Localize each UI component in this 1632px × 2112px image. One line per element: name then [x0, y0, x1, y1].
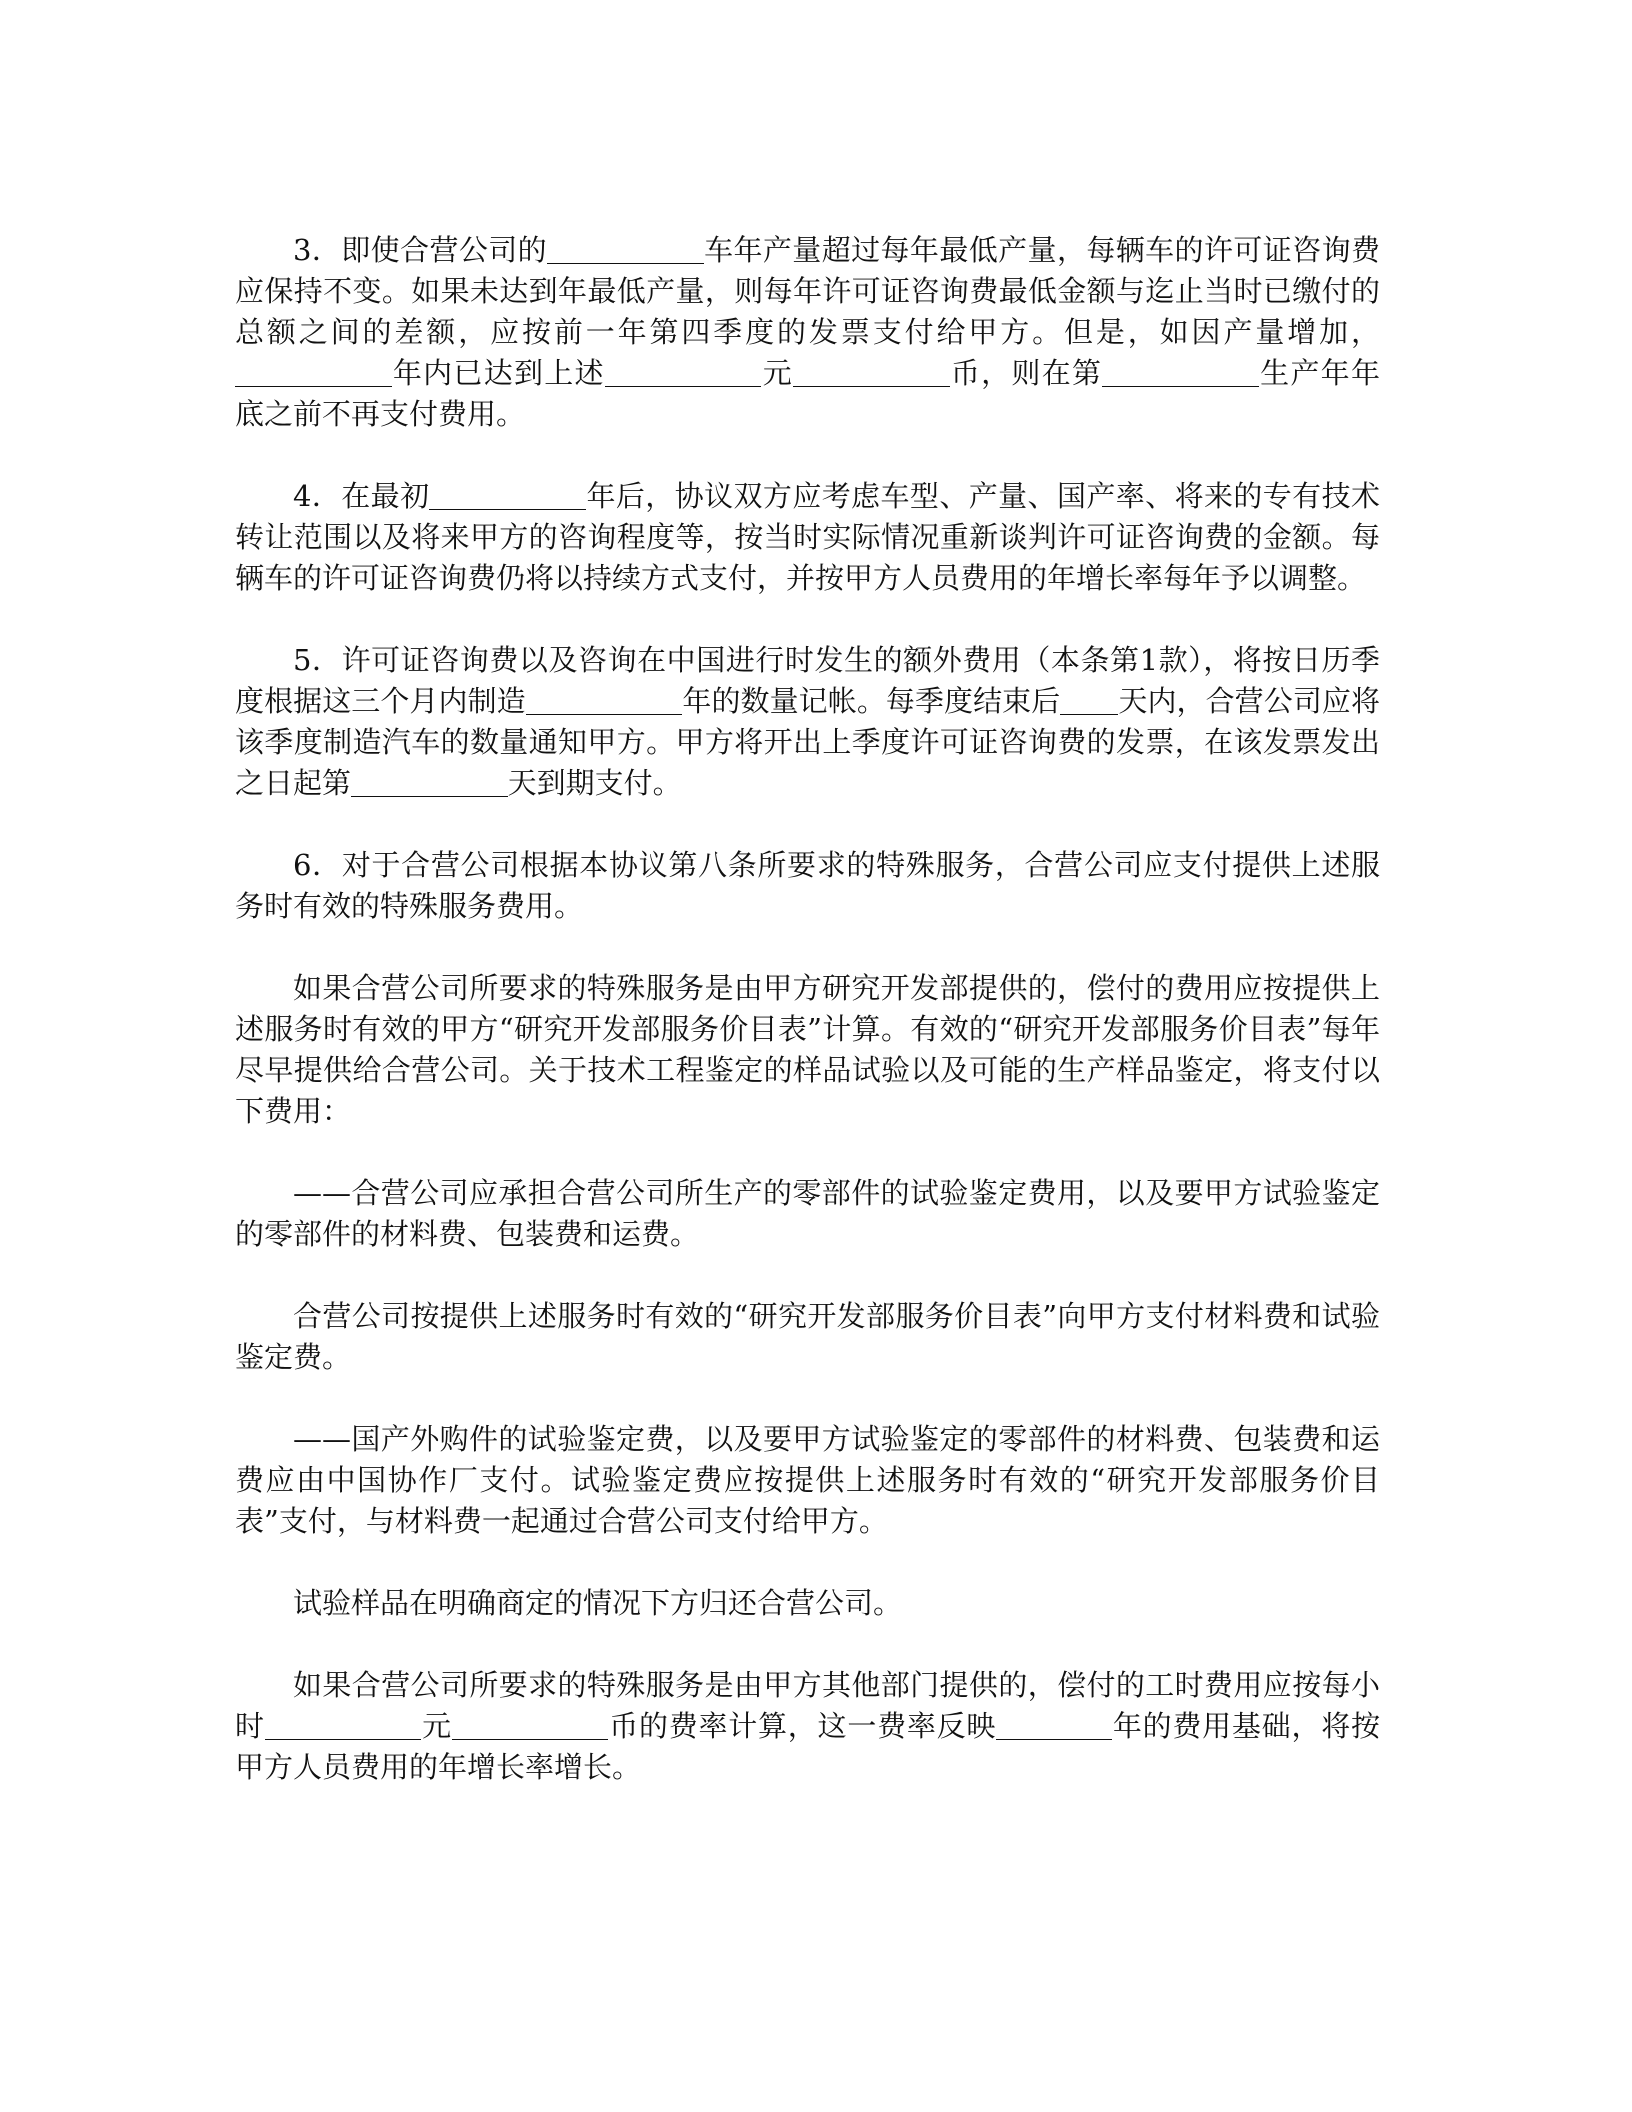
paragraph-text: 元 [421, 1709, 452, 1743]
fill-in-blank [547, 233, 704, 264]
paragraph-text: 币，则在第 [949, 356, 1103, 390]
fill-in-blank [265, 1709, 422, 1740]
paragraph-text: 6．对于合营公司根据本协议第八条所要求的特殊服务，合营公司应支付提供上述服务时有效的特殊服务费用。 [235, 848, 1380, 923]
fill-in-blank [452, 1709, 609, 1740]
fill-in-blank [351, 766, 508, 797]
paragraph-text: 5．许可证咨询费以及咨询在中国进行时发生的额外费用（本条第1款），将按日历季度根据这三个月内制造 [235, 643, 1380, 718]
paragraph-text: ——国产外购件的试验鉴定费，以及要甲方试验鉴定的零部件的材料费、包装费和运费应由中国协作厂支付。试验鉴定费应按提供上述服务时有效的“研究开发部服务价目表”支付，与材料费一起通过合营公司支付给甲方。 [235, 1422, 1380, 1538]
paragraph-p11 [235, 1583, 1380, 1624]
paragraph-text: 天到期支付。 [507, 766, 682, 800]
paragraph-text: 年的数量记帐。每季度结束后 [682, 684, 1061, 718]
fill-in-blank [605, 356, 762, 387]
paragraph-text: 年后，协议双方应考虑车型、产量、国产率、将来的专有技术转让范围以及将来甲方的咨询程度等，按当时实际情况重新谈判许可证咨询费的金额。每辆车的许可证咨询费仍将以持续方式支付，并按甲方人员费用的年增长率每年予以调整。 [235, 479, 1380, 595]
fill-in-blank [793, 356, 950, 387]
fill-in-blank [235, 356, 392, 387]
paragraph-text: 3．即使合营公司的 [293, 233, 548, 267]
paragraph-text: 如果合营公司所要求的特殊服务是由甲方其他部门提供的，偿付的工时费用应按每小时 [235, 1668, 1380, 1743]
paragraph-p3 [235, 230, 1380, 435]
paragraph-p8 [235, 1173, 1380, 1255]
paragraph-text: 天内，合营公司应将该季度制造汽车的数量通知甲方。甲方将开出上季度许可证咨询费的发票，在该发票发出之日起第 [235, 684, 1380, 800]
paragraph-text: 年的费用基础，将按甲方人员费用的年增长率增长。 [235, 1709, 1380, 1784]
paragraph-text: ——合营公司应承担合营公司所生产的零部件的试验鉴定费用，以及要甲方试验鉴定的零部件的材料费、包装费和运费。 [235, 1176, 1380, 1251]
paragraph-text: 车年产量超过每年最低产量，每辆车的许可证咨询费应保持不变。如果未达到年最低产量，则每年许可证咨询费最低金额与迄止当时已缴付的总额之间的差额，应按前一年第四季度的发票支付给甲方。但是，如因产量增加， [235, 233, 1380, 349]
fill-in-blank [429, 479, 586, 510]
paragraph-text: 4．在最初 [293, 479, 430, 513]
paragraph-text: 生产年年底之前不再支付费用。 [235, 356, 1380, 431]
paragraph-p12 [235, 1665, 1380, 1788]
paragraph-text: 如果合营公司所要求的特殊服务是由甲方研究开发部提供的，偿付的费用应按提供上述服务时有效的甲方“研究开发部服务价目表”计算。有效的“研究开发部服务价目表”每年尽早提供给合营公司。关于技术工程鉴定的样品试验以及可能的生产样品鉴定，将支付以下费用： [235, 971, 1380, 1128]
paragraph-p5 [235, 640, 1380, 804]
fill-in-blank [1060, 684, 1118, 715]
paragraph-text: 年内已达到上述 [391, 356, 605, 390]
paragraph-text: 元 [761, 356, 793, 390]
paragraph-text: 试验样品在明确商定的情况下方归还合营公司。 [293, 1586, 903, 1620]
paragraph-text: 币的费率计算，这一费率反映 [608, 1709, 997, 1743]
paragraph-p9 [235, 1296, 1380, 1378]
paragraph-text: 合营公司按提供上述服务时有效的“研究开发部服务价目表”向甲方支付材料费和试验鉴定费。 [235, 1299, 1380, 1374]
fill-in-blank [1102, 356, 1259, 387]
paragraph-p10 [235, 1419, 1380, 1542]
paragraph-p6 [235, 845, 1380, 927]
paragraph-p4 [235, 476, 1380, 599]
fill-in-blank [996, 1709, 1112, 1740]
fill-in-blank [526, 684, 683, 715]
paragraph-p7 [235, 968, 1380, 1132]
document-page [235, 230, 1380, 1829]
